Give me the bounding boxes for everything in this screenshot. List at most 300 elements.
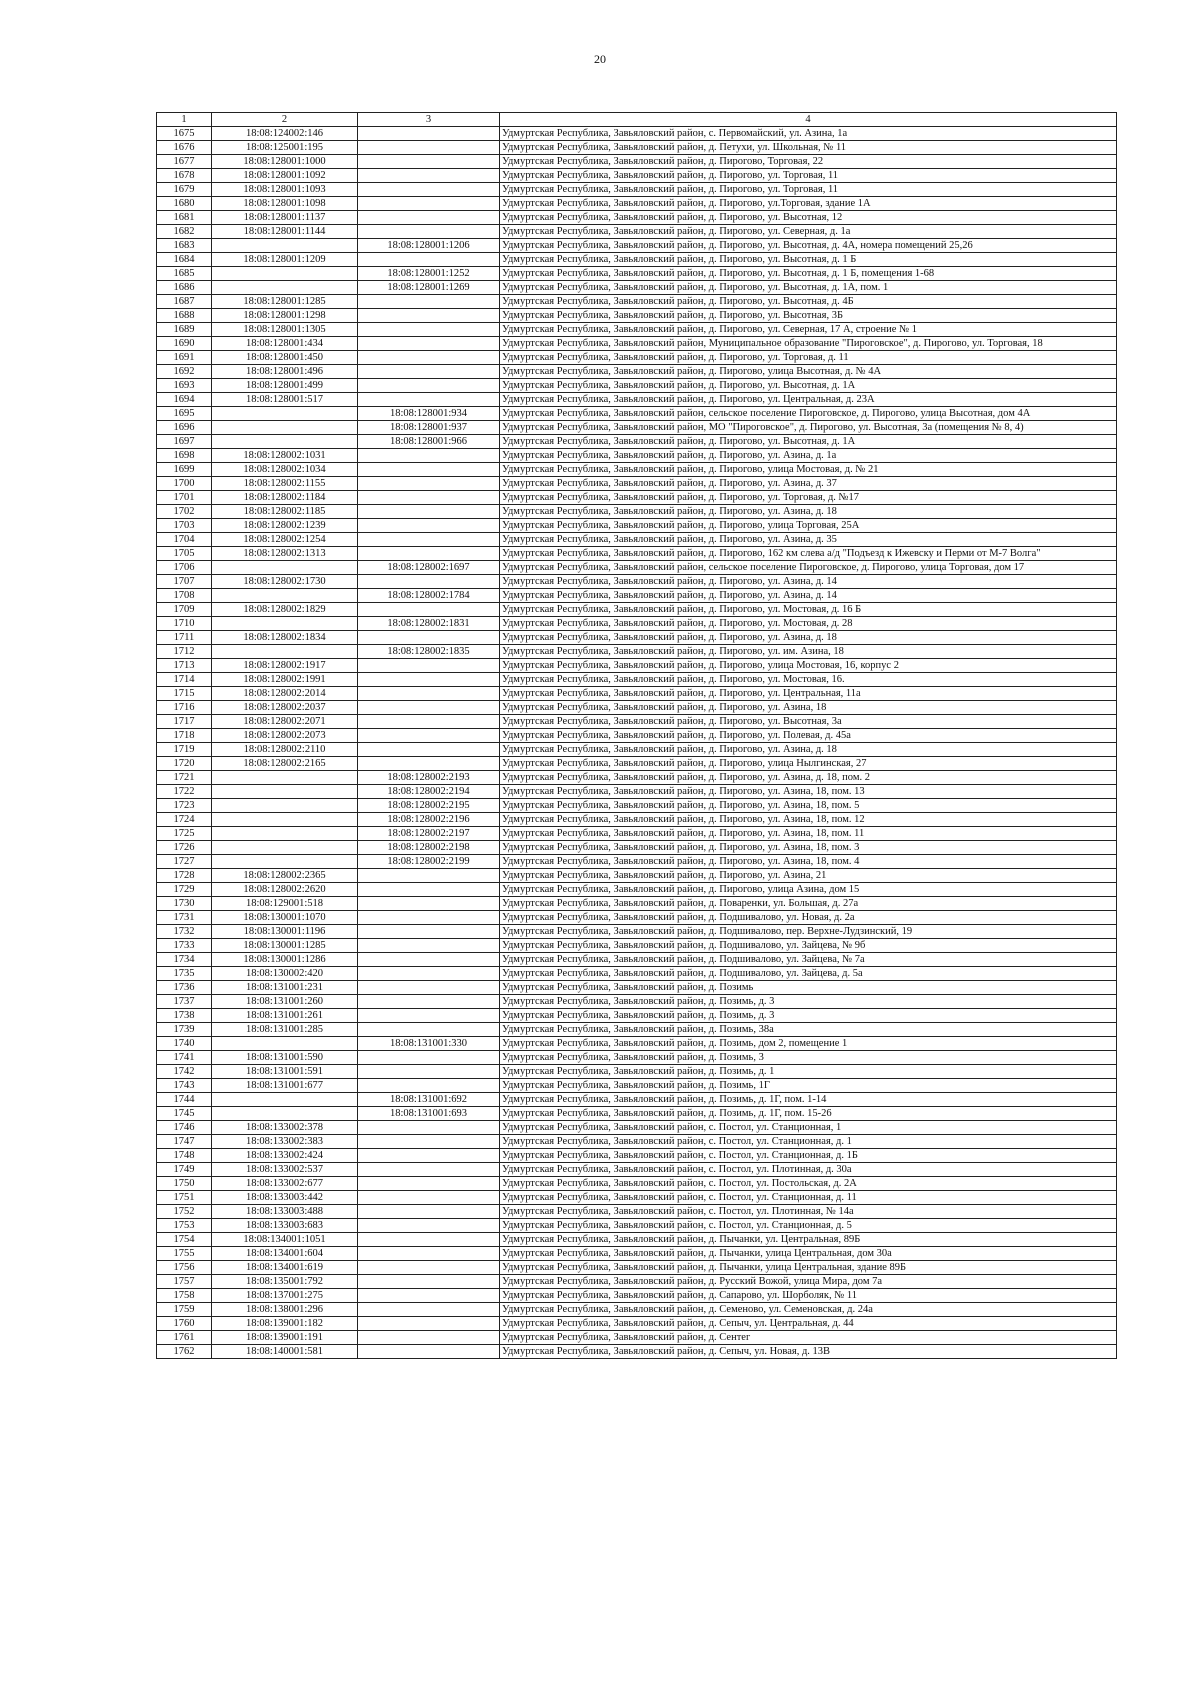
room-cadastral-number-cell [358,253,500,267]
room-cadastral-number-cell [358,575,500,589]
room-cadastral-number-cell [358,701,500,715]
room-cadastral-number-cell [358,1135,500,1149]
table-row [157,463,1117,477]
table-row [157,281,1117,295]
table-row [157,897,1117,911]
cadastral-number-cell: 18:08:128001:450 [212,351,358,365]
cadastral-number-cell: 18:08:130002:420 [212,967,358,981]
row-number-cell: 1699 [157,463,212,477]
room-cadastral-number-cell [358,463,500,477]
row-number-cell: 1733 [157,939,212,953]
row-number-cell: 1689 [157,323,212,337]
table-row [157,505,1117,519]
room-cadastral-number-cell [358,449,500,463]
address-cell: Удмуртская Республика, Завьяловский район, д. Пирогово, ул. Высотная, 3Б [500,309,1117,323]
address-cell: Удмуртская Республика, Завьяловский район, д. Пычанки, улица Центральная, здание 89Б [500,1261,1117,1275]
room-cadastral-number-cell [358,743,500,757]
room-cadastral-number-cell [358,351,500,365]
table-row [157,883,1117,897]
room-cadastral-number-cell [358,477,500,491]
table-row [157,925,1117,939]
address-cell: Удмуртская Республика, Завьяловский район, д. Пирогово, ул. Азина, 18, пом. 11 [500,827,1117,841]
table-row [157,659,1117,673]
row-number-cell: 1693 [157,379,212,393]
table-row [157,169,1117,183]
cadastral-number-cell [212,771,358,785]
row-number-cell: 1748 [157,1149,212,1163]
table-row [157,253,1117,267]
room-cadastral-number-cell [358,295,500,309]
cadastral-number-cell: 18:08:131001:260 [212,995,358,1009]
room-cadastral-number-cell [358,673,500,687]
table-row [157,967,1117,981]
address-cell: Удмуртская Республика, Завьяловский район, д. Пирогово, ул. им. Азина, 18 [500,645,1117,659]
address-cell: Удмуртская Республика, Завьяловский район, д. Позимь [500,981,1117,995]
table-row [157,827,1117,841]
row-number-cell: 1703 [157,519,212,533]
table-row [157,1051,1117,1065]
table-row [157,351,1117,365]
address-cell: Удмуртская Республика, Завьяловский район, с. Постол, ул. Станционная, д. 5 [500,1219,1117,1233]
cadastral-number-cell: 18:08:133003:442 [212,1191,358,1205]
address-cell: Удмуртская Республика, Завьяловский район, д. Позимь, д. 1Г, пом. 1-14 [500,1093,1117,1107]
row-number-cell: 1739 [157,1023,212,1037]
room-cadastral-number-cell [358,1009,500,1023]
address-cell: Удмуртская Республика, Завьяловский район, д. Сапарово, ул. Шорболяк, № 11 [500,1289,1117,1303]
table-row [157,743,1117,757]
header-col-1: 1 [157,113,212,127]
table-row [157,1275,1117,1289]
room-cadastral-number-cell: 18:08:128002:1835 [358,645,500,659]
room-cadastral-number-cell [358,1275,500,1289]
row-number-cell: 1680 [157,197,212,211]
table-row [157,1247,1117,1261]
room-cadastral-number-cell: 18:08:128002:2198 [358,841,500,855]
cadastral-number-cell: 18:08:128001:1000 [212,155,358,169]
row-number-cell: 1745 [157,1107,212,1121]
row-number-cell: 1735 [157,967,212,981]
row-number-cell: 1717 [157,715,212,729]
room-cadastral-number-cell [358,337,500,351]
cadastral-number-cell: 18:08:128001:1092 [212,169,358,183]
table-row [157,869,1117,883]
table-row [157,799,1117,813]
address-cell: Удмуртская Республика, Завьяловский район, д. Позимь, д. 1Г, пом. 15-26 [500,1107,1117,1121]
table-row [157,617,1117,631]
room-cadastral-number-cell [358,1345,500,1359]
table-row [157,645,1117,659]
address-cell: Удмуртская Республика, Завьяловский район, д. Позимь, д. 3 [500,995,1117,1009]
address-cell: Удмуртская Республика, Завьяловский район, д. Сентег [500,1331,1117,1345]
room-cadastral-number-cell: 18:08:128002:2196 [358,813,500,827]
cadastral-number-cell: 18:08:128001:1209 [212,253,358,267]
row-number-cell: 1725 [157,827,212,841]
cadastral-number-cell: 18:08:133003:488 [212,1205,358,1219]
row-number-cell: 1713 [157,659,212,673]
address-cell: Удмуртская Республика, Завьяловский район, д. Пирогово, Торговая, 22 [500,155,1117,169]
table-row [157,183,1117,197]
address-cell: Удмуртская Республика, Завьяловский район, д. Пирогово, ул. Высотная, д. 1А, пом. 1 [500,281,1117,295]
row-number-cell: 1694 [157,393,212,407]
cadastral-number-cell: 18:08:139001:182 [212,1317,358,1331]
table-row [157,1205,1117,1219]
cadastral-number-cell: 18:08:128001:1098 [212,197,358,211]
table-row [157,1345,1117,1359]
room-cadastral-number-cell [358,757,500,771]
cadastral-number-cell: 18:08:135001:792 [212,1275,358,1289]
address-cell: Удмуртская Республика, Завьяловский район, д. Пирогово, 162 км слева а/д "Подъезд к Ижевску и Перми от М-7 Волга" [500,547,1117,561]
room-cadastral-number-cell: 18:08:128001:1269 [358,281,500,295]
table-row [157,407,1117,421]
cadastral-number-cell: 18:08:138001:296 [212,1303,358,1317]
table-row [157,547,1117,561]
row-number-cell: 1706 [157,561,212,575]
row-number-cell: 1723 [157,799,212,813]
cadastral-number-cell [212,421,358,435]
cadastral-number-cell: 18:08:130001:1286 [212,953,358,967]
table-row [157,729,1117,743]
address-cell: Удмуртская Республика, Завьяловский район, д. Петухи, ул. Школьная, № 11 [500,141,1117,155]
cadastral-number-cell: 18:08:128002:1254 [212,533,358,547]
table-row [157,225,1117,239]
table-header-row [157,113,1117,127]
row-number-cell: 1727 [157,855,212,869]
address-cell: Удмуртская Республика, Завьяловский район, д. Пирогово, ул. Торговая, 11 [500,169,1117,183]
row-number-cell: 1682 [157,225,212,239]
row-number-cell: 1728 [157,869,212,883]
address-cell: Удмуртская Республика, Завьяловский район, д. Семеново, ул. Семеновская, д. 24а [500,1303,1117,1317]
address-cell: Удмуртская Республика, Завьяловский район, д. Русский Вожой, улица Мира, дом 7а [500,1275,1117,1289]
cadastral-number-cell [212,855,358,869]
address-cell: Удмуртская Республика, Завьяловский район, с. Постол, ул. Станционная, 1 [500,1121,1117,1135]
address-cell: Удмуртская Республика, Завьяловский район, д. Пирогово, ул. Азина, 18, пом. 5 [500,799,1117,813]
row-number-cell: 1743 [157,1079,212,1093]
header-col-2: 2 [212,113,358,127]
room-cadastral-number-cell [358,169,500,183]
address-cell: Удмуртская Республика, Завьяловский район, д. Пирогово, ул. Азина, д. 18, пом. 2 [500,771,1117,785]
cadastral-number-cell: 18:08:134001:619 [212,1261,358,1275]
row-number-cell: 1708 [157,589,212,603]
address-cell: Удмуртская Республика, Завьяловский район, д. Пирогово, ул. Высотная, д. 4Б [500,295,1117,309]
room-cadastral-number-cell [358,141,500,155]
address-cell: Удмуртская Республика, Завьяловский район, д. Пирогово, ул. Торговая, д. 11 [500,351,1117,365]
address-cell: Удмуртская Республика, Завьяловский район, д. Пирогово, ул. Азина, 21 [500,869,1117,883]
address-cell: Удмуртская Республика, Завьяловский район, д. Пирогово, ул. Центральная, д. 23А [500,393,1117,407]
table-row [157,141,1117,155]
room-cadastral-number-cell: 18:08:128002:2199 [358,855,500,869]
address-cell: Удмуртская Республика, Завьяловский район, д. Пычанки, ул. Центральная, 89Б [500,1233,1117,1247]
table-row [157,631,1117,645]
cadastral-number-cell: 18:08:130001:1285 [212,939,358,953]
table-row [157,603,1117,617]
table-row [157,981,1117,995]
room-cadastral-number-cell [358,379,500,393]
row-number-cell: 1759 [157,1303,212,1317]
address-cell: Удмуртская Республика, Завьяловский район, д. Пирогово, ул. Азина, д. 14 [500,575,1117,589]
row-number-cell: 1705 [157,547,212,561]
cadastral-number-cell: 18:08:134001:604 [212,1247,358,1261]
room-cadastral-number-cell [358,1261,500,1275]
header-col-3: 3 [358,113,500,127]
row-number-cell: 1700 [157,477,212,491]
cadastral-number-cell: 18:08:128002:1185 [212,505,358,519]
room-cadastral-number-cell [358,309,500,323]
address-cell: Удмуртская Республика, Завьяловский район, д. Пирогово, ул. Азина, д. 1а [500,449,1117,463]
address-cell: Удмуртская Республика, Завьяловский район, д. Поваренки, ул. Большая, д. 27а [500,897,1117,911]
table-row [157,1233,1117,1247]
row-number-cell: 1757 [157,1275,212,1289]
address-cell: Удмуртская Республика, Завьяловский район, д. Пирогово, ул. Торговая, д. №17 [500,491,1117,505]
row-number-cell: 1695 [157,407,212,421]
table-row [157,239,1117,253]
room-cadastral-number-cell [358,155,500,169]
address-cell: Удмуртская Республика, Завьяловский район, д. Пирогово, ул. Центральная, 11а [500,687,1117,701]
cadastral-number-cell: 18:08:133003:683 [212,1219,358,1233]
cadastral-number-cell: 18:08:128002:2620 [212,883,358,897]
room-cadastral-number-cell [358,715,500,729]
row-number-cell: 1724 [157,813,212,827]
row-number-cell: 1692 [157,365,212,379]
room-cadastral-number-cell [358,1303,500,1317]
row-number-cell: 1747 [157,1135,212,1149]
room-cadastral-number-cell [358,1289,500,1303]
row-number-cell: 1746 [157,1121,212,1135]
table-row [157,309,1117,323]
row-number-cell: 1719 [157,743,212,757]
cadastral-number-cell: 18:08:128002:1730 [212,575,358,589]
room-cadastral-number-cell [358,1191,500,1205]
address-cell: Удмуртская Республика, Завьяловский район, Муниципальное образование "Пироговское", д. Пирогово, ул. Торговая, 18 [500,337,1117,351]
table-row [157,1121,1117,1135]
table-row [157,477,1117,491]
row-number-cell: 1738 [157,1009,212,1023]
row-number-cell: 1709 [157,603,212,617]
room-cadastral-number-cell [358,631,500,645]
room-cadastral-number-cell [358,897,500,911]
row-number-cell: 1737 [157,995,212,1009]
room-cadastral-number-cell: 18:08:128002:2197 [358,827,500,841]
room-cadastral-number-cell [358,505,500,519]
cadastral-number-cell: 18:08:128002:1313 [212,547,358,561]
address-cell: Удмуртская Республика, Завьяловский район, д. Пирогово, ул. Азина, д. 14 [500,589,1117,603]
address-cell: Удмуртская Республика, Завьяловский район, с. Первомайский, ул. Азина, 1а [500,127,1117,141]
address-cell: Удмуртская Республика, Завьяловский район, д. Пирогово, ул. Высотная, 12 [500,211,1117,225]
address-cell: Удмуртская Республика, Завьяловский район, д. Пирогово, улица Мостовая, 16, корпус 2 [500,659,1117,673]
room-cadastral-number-cell [358,911,500,925]
row-number-cell: 1715 [157,687,212,701]
table-row [157,533,1117,547]
cadastral-number-cell [212,281,358,295]
address-cell: Удмуртская Республика, Завьяловский район, МО "Пироговское", д. Пирогово, ул. Высотная, 3а (помещения № 8, 4) [500,421,1117,435]
room-cadastral-number-cell [358,1051,500,1065]
cadastral-number-cell: 18:08:128002:2365 [212,869,358,883]
cadastral-number-cell [212,617,358,631]
address-cell: Удмуртская Республика, Завьяловский район, д. Пирогово, улица Высотная, д. № 4А [500,365,1117,379]
room-cadastral-number-cell [358,547,500,561]
table-row [157,197,1117,211]
room-cadastral-number-cell: 18:08:128002:1697 [358,561,500,575]
cadastral-number-cell [212,1093,358,1107]
table-row [157,995,1117,1009]
row-number-cell: 1760 [157,1317,212,1331]
cadastral-number-cell: 18:08:130001:1196 [212,925,358,939]
address-cell: Удмуртская Республика, Завьяловский район, с. Постол, ул. Станционная, д. 1 [500,1135,1117,1149]
table-row [157,1261,1117,1275]
cadastral-number-cell: 18:08:140001:581 [212,1345,358,1359]
row-number-cell: 1741 [157,1051,212,1065]
table-row [157,771,1117,785]
cadastral-number-cell: 18:08:128002:1917 [212,659,358,673]
room-cadastral-number-cell [358,225,500,239]
row-number-cell: 1688 [157,309,212,323]
cadastral-number-cell: 18:08:128002:1991 [212,673,358,687]
cadastral-number-cell [212,799,358,813]
room-cadastral-number-cell [358,1205,500,1219]
cadastral-number-cell: 18:08:128002:1034 [212,463,358,477]
room-cadastral-number-cell [358,365,500,379]
table-row [157,1065,1117,1079]
table-row [157,1317,1117,1331]
room-cadastral-number-cell [358,729,500,743]
page-number: 20 [594,52,606,66]
cadastral-number-cell: 18:08:128002:1031 [212,449,358,463]
row-number-cell: 1704 [157,533,212,547]
cadastral-number-cell: 18:08:128002:1184 [212,491,358,505]
row-number-cell: 1740 [157,1037,212,1051]
address-cell: Удмуртская Республика, Завьяловский район, д. Пирогово, ул. Высотная, д. 1 Б, помещения 1-68 [500,267,1117,281]
row-number-cell: 1734 [157,953,212,967]
table-row [157,701,1117,715]
cadastral-number-cell [212,589,358,603]
row-number-cell: 1730 [157,897,212,911]
address-cell: Удмуртская Республика, Завьяловский район, д. Пирогово, ул.Торговая, здание 1А [500,197,1117,211]
table-row [157,421,1117,435]
room-cadastral-number-cell: 18:08:128001:934 [358,407,500,421]
address-cell: Удмуртская Республика, Завьяловский район, д. Пирогово, ул. Высотная, д. 1 Б [500,253,1117,267]
row-number-cell: 1686 [157,281,212,295]
row-number-cell: 1691 [157,351,212,365]
room-cadastral-number-cell [358,1177,500,1191]
room-cadastral-number-cell [358,1233,500,1247]
row-number-cell: 1751 [157,1191,212,1205]
cadastral-number-cell: 18:08:128001:496 [212,365,358,379]
room-cadastral-number-cell [358,519,500,533]
row-number-cell: 1678 [157,169,212,183]
table-row [157,323,1117,337]
row-number-cell: 1714 [157,673,212,687]
row-number-cell: 1690 [157,337,212,351]
cadastral-number-cell: 18:08:134001:1051 [212,1233,358,1247]
room-cadastral-number-cell [358,883,500,897]
row-number-cell: 1676 [157,141,212,155]
room-cadastral-number-cell: 18:08:128001:937 [358,421,500,435]
table-row [157,127,1117,141]
room-cadastral-number-cell [358,1079,500,1093]
address-cell: Удмуртская Республика, Завьяловский район, сельское поселение Пироговское, д. Пирогово, улица Высотная, дом 4А [500,407,1117,421]
room-cadastral-number-cell [358,197,500,211]
cadastral-number-cell: 18:08:137001:275 [212,1289,358,1303]
table-row [157,1163,1117,1177]
address-cell: Удмуртская Республика, Завьяловский район, д. Пирогово, ул. Высотная, 3а [500,715,1117,729]
row-number-cell: 1761 [157,1331,212,1345]
address-cell: Удмуртская Республика, Завьяловский район, д. Позимь, 1Г [500,1079,1117,1093]
row-number-cell: 1762 [157,1345,212,1359]
cadastral-number-cell [212,1037,358,1051]
row-number-cell: 1711 [157,631,212,645]
cadastral-number-cell [212,1107,358,1121]
row-number-cell: 1731 [157,911,212,925]
cadastral-number-cell: 18:08:133002:378 [212,1121,358,1135]
row-number-cell: 1722 [157,785,212,799]
table-row [157,1331,1117,1345]
table-row [157,155,1117,169]
room-cadastral-number-cell [358,1163,500,1177]
room-cadastral-number-cell [358,967,500,981]
room-cadastral-number-cell [358,869,500,883]
room-cadastral-number-cell: 18:08:128002:1831 [358,617,500,631]
address-cell: Удмуртская Республика, Завьяловский район, д. Сепыч, ул. Центральная, д. 44 [500,1317,1117,1331]
address-cell: Удмуртская Республика, Завьяловский район, д. Позимь, д. 3 [500,1009,1117,1023]
cadastral-number-cell: 18:08:128002:2165 [212,757,358,771]
room-cadastral-number-cell: 18:08:128002:2195 [358,799,500,813]
cadastral-number-cell: 18:08:128001:1144 [212,225,358,239]
cadastral-number-cell: 18:08:128001:1305 [212,323,358,337]
cadastral-number-cell: 18:08:133002:537 [212,1163,358,1177]
room-cadastral-number-cell [358,925,500,939]
address-cell: Удмуртская Республика, Завьяловский район, д. Пирогово, ул. Высотная, д. 4А, номера помещений 25,26 [500,239,1117,253]
cadastral-number-cell [212,239,358,253]
cadastral-number-cell: 18:08:128002:1155 [212,477,358,491]
table-row [157,757,1117,771]
cadastral-number-cell: 18:08:131001:285 [212,1023,358,1037]
cadastral-number-cell: 18:08:128001:517 [212,393,358,407]
table-row [157,211,1117,225]
room-cadastral-number-cell: 18:08:131001:693 [358,1107,500,1121]
room-cadastral-number-cell [358,953,500,967]
row-number-cell: 1687 [157,295,212,309]
table-row [157,1023,1117,1037]
row-number-cell: 1729 [157,883,212,897]
row-number-cell: 1684 [157,253,212,267]
table-row [157,435,1117,449]
address-cell: Удмуртская Республика, Завьяловский район, д. Пирогово, ул. Азина, 18, пом. 13 [500,785,1117,799]
address-cell: Удмуртская Республика, Завьяловский район, д. Пирогово, ул. Полевая, д. 45а [500,729,1117,743]
address-cell: Удмуртская Республика, Завьяловский район, д. Пирогово, ул. Высотная, д. 1А [500,435,1117,449]
cadastral-number-cell: 18:08:131001:590 [212,1051,358,1065]
room-cadastral-number-cell [358,183,500,197]
registry-table [156,112,1117,1359]
table-row [157,673,1117,687]
room-cadastral-number-cell [358,1065,500,1079]
row-number-cell: 1702 [157,505,212,519]
room-cadastral-number-cell [358,1149,500,1163]
table-row [157,1177,1117,1191]
address-cell: Удмуртская Республика, Завьяловский район, д. Позимь, 3 [500,1051,1117,1065]
room-cadastral-number-cell [358,981,500,995]
cadastral-number-cell: 18:08:128002:2071 [212,715,358,729]
row-number-cell: 1683 [157,239,212,253]
row-number-cell: 1756 [157,1261,212,1275]
address-cell: Удмуртская Республика, Завьяловский район, д. Пирогово, ул. Высотная, д. 1А [500,379,1117,393]
cadastral-number-cell: 18:08:133002:424 [212,1149,358,1163]
room-cadastral-number-cell [358,127,500,141]
room-cadastral-number-cell [358,1121,500,1135]
row-number-cell: 1752 [157,1205,212,1219]
address-cell: Удмуртская Республика, Завьяловский район, д. Подшивалово, ул. Зайцева, № 9б [500,939,1117,953]
address-cell: Удмуртская Республика, Завьяловский район, с. Постол, ул. Станционная, д. 1Б [500,1149,1117,1163]
cadastral-number-cell: 18:08:128002:2037 [212,701,358,715]
address-cell: Удмуртская Республика, Завьяловский район, с. Постол, ул. Постольская, д. 2А [500,1177,1117,1191]
